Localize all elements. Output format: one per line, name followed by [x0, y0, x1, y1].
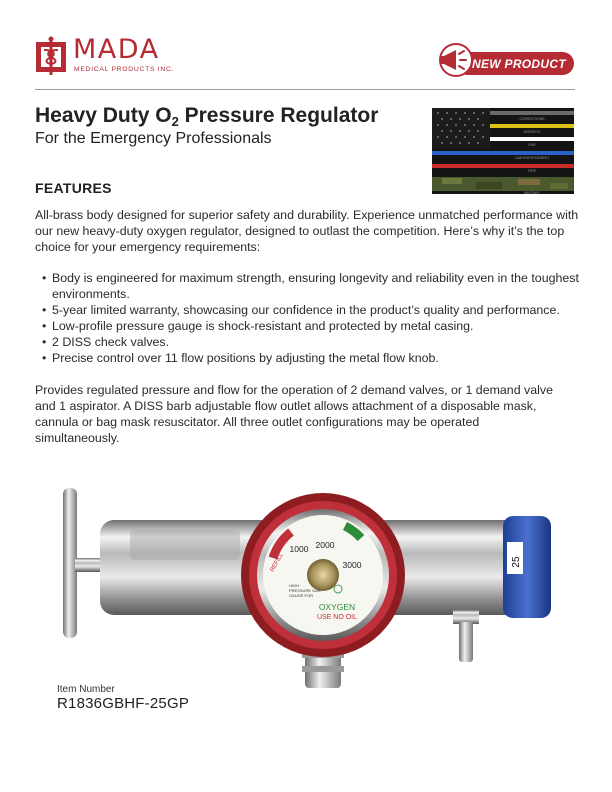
flag-label-military: MILITARY — [524, 191, 540, 194]
flag-label-law: LAW ENFORCEMENT — [514, 156, 550, 160]
flag-label-corrections: CORRECTIONS — [519, 117, 545, 121]
list-item: • 2 DISS check valves. — [42, 334, 582, 350]
features-list — [42, 270, 582, 366]
gauge-tick-2000: 2000 — [315, 540, 335, 550]
flag-label-dispatch: DISPATCH — [523, 130, 541, 134]
company-logo — [35, 36, 185, 80]
gauge-gas-label: OXYGEN — [318, 602, 356, 612]
title-main: Heavy Duty O — [35, 104, 172, 127]
product-title — [35, 104, 378, 129]
list-item: • Precise control over 11 flow positions by adjusting the metal flow knob. — [42, 350, 582, 366]
gauge-fine-2: PRESSURE GAS — [289, 588, 321, 593]
flag-label-fire: FIRE — [528, 169, 536, 173]
gauge-refill: REFILL — [269, 552, 285, 573]
item-number-label: Item Number — [57, 684, 115, 695]
pressure-gauge — [241, 493, 405, 657]
thin-line-flag-image — [432, 108, 574, 194]
barb-outlet — [459, 622, 473, 662]
new-product-badge — [434, 42, 576, 78]
header-divider — [35, 89, 575, 90]
badge-label: NEW PRODUCT — [472, 57, 566, 71]
flow-knob — [503, 516, 551, 618]
features-description: Provides regulated pressure and flow for the operation of 2 demand valves, or 1 demand valve and 1 aspirator. A DISS barb adjustable flow outlet allows attachment of a disposable mask, cannula or bag mask resuscitator. All three outlet configurations may be operated simultaneously. — [35, 383, 553, 445]
title-rest: Pressure Regulator — [178, 104, 379, 127]
flag-label-ems: EMS — [528, 143, 536, 147]
features-intro: All-brass body designed for superior safety and durability. Experience unmatched performance with our new heavy-duty oxygen regulator, designed to outlast the competition. Here’s why it’s the top choice for your emergency requirements: — [35, 208, 579, 254]
item-number-value: R1836GBHF-25GP — [57, 695, 190, 712]
gauge-fine-3: GAUGE FOR — [289, 593, 314, 598]
product-subtitle: For the Emergency Professionals — [35, 130, 272, 147]
list-item: • 5-year limited warranty, showcasing our confidence in the product’s quality and performance. — [42, 302, 582, 318]
regulator-product-image — [55, 480, 560, 690]
brand-tagline: MEDICAL PRODUCTS INC. — [74, 66, 175, 73]
list-item: • Body is engineered for maximum strength, ensuring longevity and reliability even in the toughest environments. — [42, 270, 582, 302]
caduceus-logo-icon — [35, 36, 67, 76]
brand-name: MADA — [73, 34, 160, 65]
gauge-warning: USE NO OIL — [316, 614, 358, 621]
gauge-tick-3000: 3000 — [342, 560, 362, 570]
title-subscript: 2 — [171, 114, 179, 129]
list-item: • Low-profile pressure gauge is shock-resistant and protected by metal casing. — [42, 318, 582, 334]
features-heading: FEATURES — [35, 180, 112, 196]
knob-setting: 25 — [511, 556, 522, 568]
t-handle — [63, 488, 105, 638]
gauge-tick-1000: 1000 — [289, 544, 309, 554]
gauge-fine-1: HIGH — [289, 583, 299, 588]
